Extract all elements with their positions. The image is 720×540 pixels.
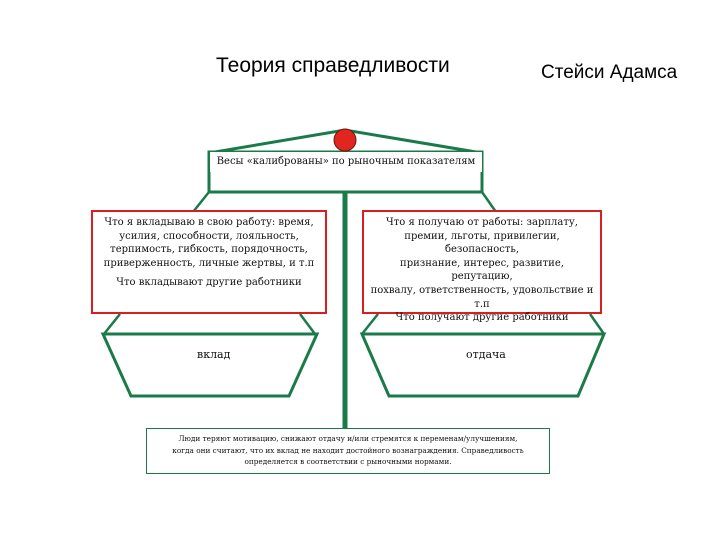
investment-line: усилия, способности, лояльность, (119, 230, 299, 242)
outcome-others: Что получают другие работники (395, 312, 569, 324)
beam-label: Весы «калиброваны» по рыночным показателям (210, 152, 482, 172)
outcome-box (362, 210, 602, 324)
conclusion-line: определяется в соответствии с рыночными нормами. (244, 457, 452, 466)
base-conclusion-box (146, 428, 550, 474)
outcome-line: Что я получаю от работы: зарплату, (386, 217, 578, 228)
outcome-line: премии, льготы, привилегии, безопасность, (404, 230, 560, 256)
string-right-top (482, 192, 496, 212)
string-left-outer (104, 314, 120, 334)
outcome-line: т.п (474, 298, 490, 310)
conclusion-line: когда они считают, что их вклад не находит достойного вознаграждения. Справедливость (172, 445, 524, 455)
diagram-author: Стейси Адамса (541, 62, 678, 83)
outcome-line: похвалу, ответственность, удовольствие и (370, 284, 594, 296)
string-left-top (193, 192, 209, 212)
investment-line: приверженность, личные жертвы, и т.п (103, 257, 315, 269)
conclusion-line: Люди теряют мотивацию, снижают отдачу и/или стремятся к переменам/улучшениям, (178, 434, 518, 443)
string-left-inner (300, 314, 315, 334)
pan-right (362, 334, 604, 396)
pan-left (103, 334, 317, 396)
pan-right-label: отдача (466, 348, 506, 361)
diagram-title: Теория справедливости (216, 54, 450, 77)
investment-line: Что я вкладываю в свою работу: время, (104, 217, 314, 228)
investment-box (91, 210, 327, 314)
pan-left-label: вклад (197, 348, 231, 361)
investment-others: Что вкладывают другие работники (116, 277, 302, 289)
outcome-line: признание, интерес, развитие, репутацию, (400, 257, 564, 283)
investment-line: терпимость, гибкость, порядочность, (110, 244, 308, 256)
pivot-ball (334, 129, 356, 151)
